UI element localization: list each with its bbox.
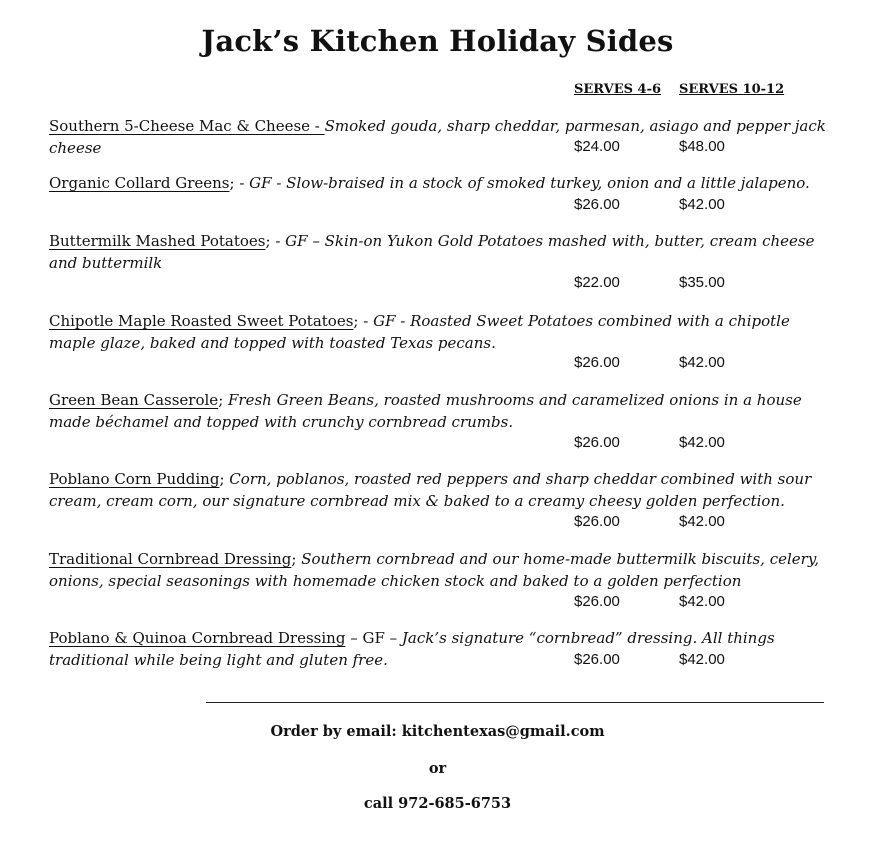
price-serves-10-12: $35.00: [679, 274, 725, 291]
item-description: Smoked gouda, sharp cheddar, parmesan, asiago and pepper jack cheese: [49, 117, 826, 157]
price-serves-4-6: $22.00: [574, 274, 620, 291]
price-serves-10-12: $42.00: [679, 196, 725, 213]
divider-line: [206, 702, 824, 703]
menu-item-collard-greens: [49, 173, 839, 195]
item-name: Southern 5-Cheese Mac & Cheese -: [49, 117, 325, 135]
item-separator: ;: [219, 470, 230, 488]
item-description: GF – Skin-on Yukon Gold Potatoes mashed with, butter, cream cheese and buttermilk: [49, 232, 815, 272]
menu-item-sweet-potatoes: [49, 311, 839, 354]
item-separator: ;: [218, 391, 229, 409]
item-name: Organic Collard Greens: [49, 174, 230, 192]
item-separator: ; -: [353, 312, 374, 330]
price-serves-4-6: $26.00: [574, 354, 620, 371]
item-name: Green Bean Casserole: [49, 391, 219, 409]
price-serves-10-12: $42.00: [679, 513, 725, 530]
menu-item-mashed-potatoes: [49, 231, 839, 274]
item-name: Traditional Cornbread Dressing: [49, 550, 292, 568]
menu-item-green-bean-casserole: [49, 390, 839, 433]
price-serves-4-6: $26.00: [574, 196, 620, 213]
item-separator: – GF –: [345, 629, 402, 647]
item-name: Poblano & Quinoa Cornbread Dressing: [49, 629, 346, 647]
order-email-text: Order by email: kitchentexas@gmail.com: [270, 723, 605, 740]
price-serves-4-6: $26.00: [574, 434, 620, 451]
item-name: Poblano Corn Pudding: [49, 470, 220, 488]
or-text: or: [428, 760, 447, 777]
price-serves-10-12: $42.00: [679, 651, 725, 668]
page-title: Jack’s Kitchen Holiday Sides: [201, 24, 674, 58]
menu-item-corn-pudding: [49, 469, 839, 512]
price-serves-10-12: $42.00: [679, 434, 725, 451]
item-separator: ; -: [229, 174, 250, 192]
price-serves-4-6: $26.00: [574, 651, 620, 668]
item-description: Southern cornbread and our home-made buttermilk biscuits, celery, onions, special seasonings with homemade chicken stock and baked to a golden perfection: [49, 550, 820, 590]
price-serves-10-12: $42.00: [679, 354, 725, 371]
item-description: GF - Slow-braised in a stock of smoked turkey, onion and a little jalapeno.: [249, 174, 810, 192]
item-separator: ; -: [265, 232, 286, 250]
item-description: Corn, poblanos, roasted red peppers and sharp cheddar combined with sour cream, cream corn, our signature cornbread mix & baked to a creamy cheesy golden perfection.: [49, 470, 812, 510]
item-name: Buttermilk Mashed Potatoes: [49, 232, 266, 250]
item-description: GF - Roasted Sweet Potatoes combined with a chipotle maple glaze, baked and topped with toasted Texas pecans.: [49, 312, 790, 352]
item-separator: ;: [291, 550, 302, 568]
item-description: Jack’s signature “cornbread” dressing. All things traditional while being light and gluten free.: [49, 629, 775, 669]
serves-4-6-header: SERVES 4-6: [574, 82, 662, 97]
price-serves-4-6: $24.00: [574, 138, 620, 155]
price-serves-4-6: $26.00: [574, 513, 620, 530]
price-serves-10-12: $48.00: [679, 138, 725, 155]
call-phone-text: call 972-685-6753: [363, 795, 512, 812]
item-name: Chipotle Maple Roasted Sweet Potatoes: [49, 312, 354, 330]
menu-item-cornbread-dressing: [49, 549, 839, 592]
item-description: Fresh Green Beans, roasted mushrooms and caramelized onions in a house made béchamel and topped with crunchy cornbread crumbs.: [49, 391, 802, 431]
serves-10-12-header: SERVES 10-12: [679, 82, 785, 97]
price-serves-10-12: $42.00: [679, 593, 725, 610]
price-serves-4-6: $26.00: [574, 593, 620, 610]
